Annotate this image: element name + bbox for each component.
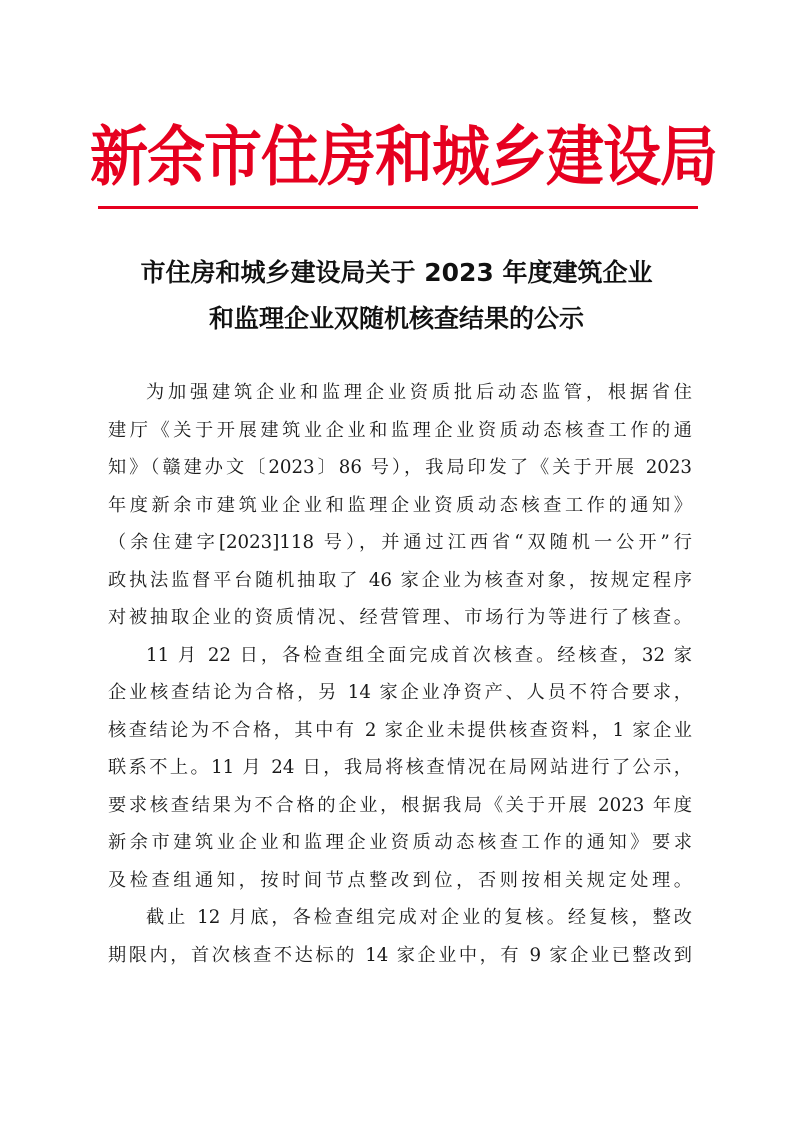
body-line: 核查结论为不合格，其中有 2 家企业未提供核查资料，1 家企业: [108, 719, 692, 741]
body-line: 为加强建筑企业和监理企业资质批后动态监管，根据省住: [146, 382, 692, 403]
document-body: [108, 374, 692, 974]
document-title-line-2: 和监理企业双随机核查结果的公示: [208, 304, 584, 333]
body-line: 截止 12 月底，各检查组完成对企业的复核。经复核，整改: [146, 907, 692, 928]
document-title: [80, 250, 713, 342]
body-line: 对被抽取企业的资质情况、经营管理、市场行为等进行了核查。: [108, 607, 692, 628]
body-line: 新余市建筑业企业和监理企业资质动态核查工作的通知》要求: [108, 832, 692, 853]
body-line: 期限内，首次核查不达标的 14 家企业中，有 9 家企业已整改到: [108, 944, 692, 966]
letterhead-org-name: 新余市住房和城乡建设局: [90, 118, 718, 195]
body-line: 建厅《关于开展建筑业企业和监理企业资质动态核查工作的通: [108, 419, 692, 441]
letterhead-red-rule: [98, 206, 698, 209]
body-line: 年度新余市建筑业企业和监理企业资质动态核查工作的通知》: [108, 494, 692, 516]
body-line: 联系不上。11 月 24 日，我局将核查情况在局网站进行了公示，: [108, 757, 692, 778]
body-line: 知》（赣建办文〔2023〕86 号），我局印发了《关于开展 2023: [108, 457, 692, 478]
body-line: 要求核查结果为不合格的企业，根据我局《关于开展 2023 年度: [108, 794, 692, 816]
body-line: 及检查组通知，按时间节点整改到位，否则按相关规定处理。: [108, 869, 692, 891]
body-line: 11 月 22 日，各检查组全面完成首次核查。经核查，32 家: [146, 644, 692, 666]
body-line: 企业核查结论为合格，另 14 家企业净资产、人员不符合要求，: [108, 682, 692, 703]
document-title-line-1: 市住房和城乡建设局关于 2023 年度建筑企业: [140, 258, 653, 287]
body-line: 政执法监督平台随机抽取了 46 家企业为核查对象，按规定程序: [108, 569, 692, 591]
body-line: （余住建字[2023]118 号），并通过江西省“双随机一公开”行: [108, 532, 692, 553]
